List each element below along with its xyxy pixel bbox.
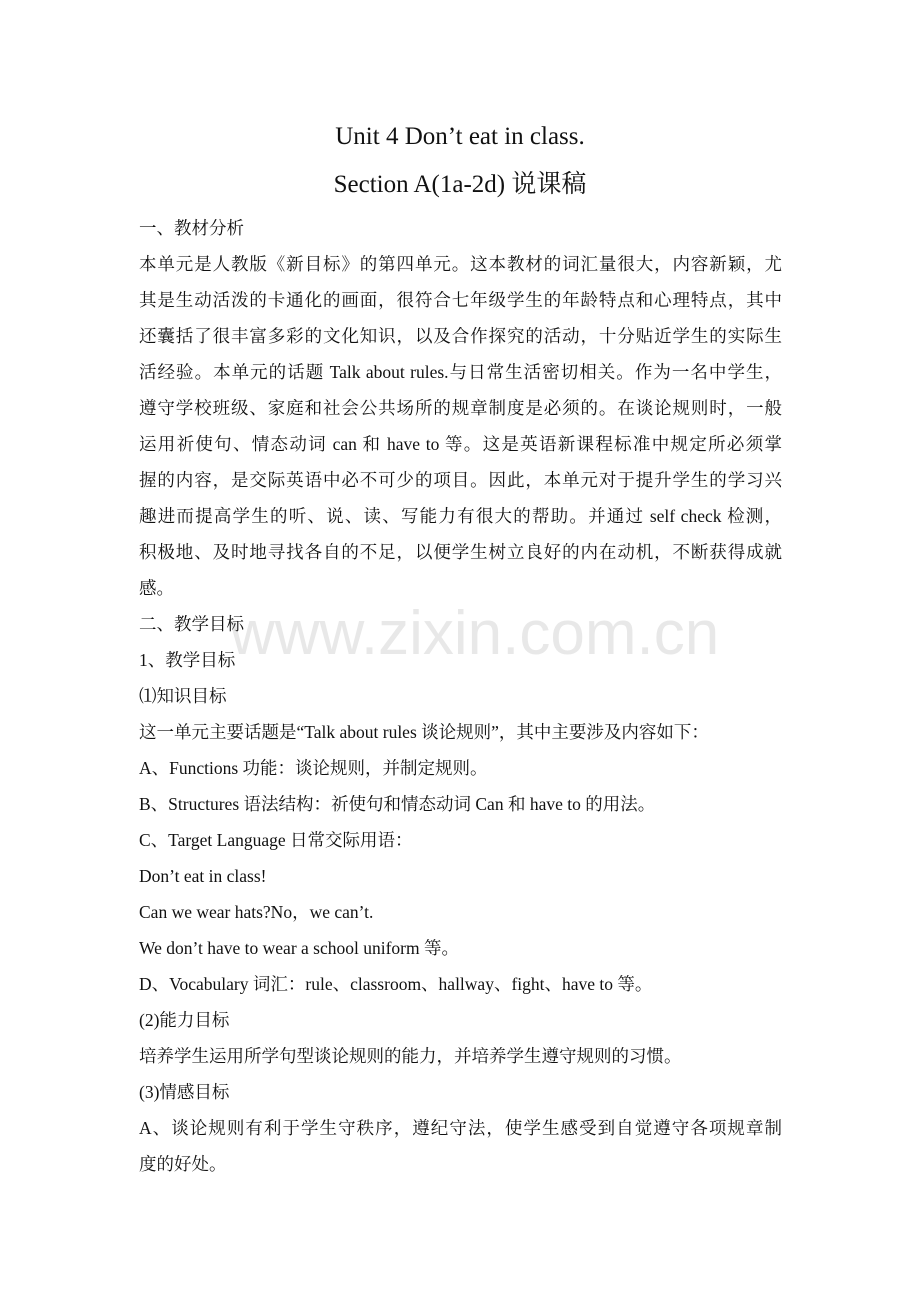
list-item-structures: B、Structures 语法结构：祈使句和情态动词 Can 和 have to 的用法。 (139, 794, 656, 814)
paragraph-line: 还囊括了很丰富多彩的文化知识，以及合作探究的活动，十分贴近学生的实际生 (139, 326, 782, 346)
paragraph-line: 积极地、及时地寻找各自的不足，以便学生树立良好的内在动机，不断获得成就 (139, 542, 782, 562)
knowledge-intro: 这一单元主要话题是“Talk about rules 谈论规则”，其中主要涉及内容如下： (139, 722, 709, 742)
list-item-vocabulary: D、Vocabulary 词汇：rule、classroom、hallway、fight、have to 等。 (139, 974, 653, 994)
list-item-functions: A、Functions 功能：谈论规则，并制定规则。 (139, 758, 488, 778)
example-sentence: Don’t eat in class! (139, 866, 267, 886)
paragraph-line: 活经验。本单元的话题 Talk about rules.与日常生活密切相关。作为一名中学生， (139, 362, 782, 382)
paragraph-line: 遵守学校班级、家庭和社会公共场所的规章制度是必须的。在谈论规则时，一般 (139, 398, 782, 418)
knowledge-goal-heading: ⑴知识目标 (139, 686, 227, 706)
document-subtitle: Section A(1a-2d) 说课稿 (333, 171, 587, 198)
paragraph-line: 握的内容，是交际英语中必不可少的项目。因此，本单元对于提升学生的学习兴 (139, 470, 782, 490)
paragraph-line: 趣进而提高学生的听、说、读、写能力有很大的帮助。并通过 self check 检测， (139, 506, 782, 526)
ability-goal-text: 培养学生运用所学句型谈论规则的能力，并培养学生遵守规则的习惯。 (139, 1046, 682, 1066)
ability-goal-heading: (2)能力目标 (139, 1010, 230, 1030)
paragraph-line: A、谈论规则有利于学生守秩序，遵纪守法，使学生感受到自觉遵守各项规章制 (139, 1118, 782, 1138)
section-heading-teaching-goals: 二、教学目标 (139, 614, 244, 634)
paragraph-line: 本单元是人教版《新目标》的第四单元。这本教材的词汇量很大，内容新颖，尤 (139, 254, 782, 274)
document-body (139, 210, 782, 1182)
paragraph-line: 其是生动活泼的卡通化的画面，很符合七年级学生的年龄特点和心理特点，其中 (139, 290, 782, 310)
example-sentence: We don’t have to wear a school uniform 等。 (139, 938, 459, 958)
document-title: Unit 4 Don’t eat in class. (335, 123, 585, 150)
section-heading-material-analysis: 一、教材分析 (139, 218, 244, 238)
subsection-heading: 1、教学目标 (139, 650, 236, 670)
watermark: www.zixin.com.cn (230, 599, 720, 668)
paragraph-line: 度的好处。 (139, 1154, 227, 1174)
example-sentence: Can we wear hats?No，we can’t. (139, 902, 374, 922)
list-item-target-language: C、Target Language 日常交际用语： (139, 830, 413, 850)
paragraph-line: 感。 (139, 578, 174, 598)
paragraph-line: 运用祈使句、情态动词 can 和 have to 等。这是英语新课程标准中规定所必须掌 (139, 434, 782, 454)
emotion-goal-heading: (3)情感目标 (139, 1082, 230, 1102)
